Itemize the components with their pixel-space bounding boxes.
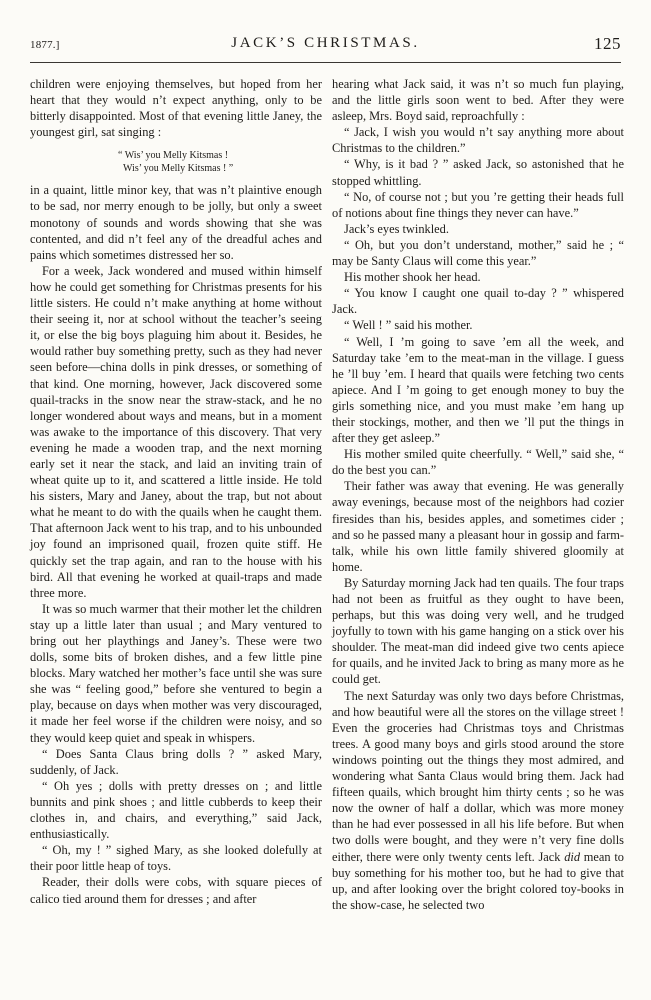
page-number: 125 [594,34,621,53]
paragraph: “ Jack, I wish you would n’t say anything more about Christmas to the children.” [332,125,624,156]
paragraph: “ No, of course not ; but you ’re getting their heads full of notions about fine things they never can have.” [332,189,624,220]
verse-line: “ Wis’ you Melly Kitsmas ! [118,150,229,162]
emphasis: did [564,849,581,864]
right-column [332,76,624,913]
header-year: 1877.] [30,39,60,51]
paragraph: Jack’s eyes twinkled. [344,221,449,236]
song-verse [30,149,322,175]
paragraph: in a quaint, little minor key, that was n’t plaintive enough to be sad, nor merry enough to be jolly, but only a sweet monotony of sounds and words showing that she was contented, and did n’t feel any of the dreadful aches and pains which sometimes distressed her so. [30,183,322,262]
paragraph: “ Oh yes ; dolls with pretty dresses on ; and little bunnits and pink shoes ; and little cubberds to keep their clothes in, and chairs, and everything,” said Jack, enthusiastically. [30,778,322,842]
text-run: mean to buy something for his mother too, but he had to give that up, and after looking over the bright colored toy-books in the show-case, he selected two [332,849,624,912]
paragraph: “ Well, I ’m going to save ’em all the week, and Saturday take ’em to the meat-man in the village. I guess he ’ll buy ’em. I heard that quails were fetching two cents apiece. And I ’m going to get enough money to buy the girls something nice, and you must make ’em hang up their stockings, mother, and then we ’ll put the things in after they get asleep.” [332,334,624,446]
text-run: The next Saturday was only two days before Christmas, and how beautiful were all the stores on the village street ! Even the groceries had Christmas toys and Christmas trees. A good many boys and girls stood around the store windows pointing out the things they most admired, and wondering what Santa Claus would bring them. Jack had fifteen quails, which brought him thirty cents ; so he was now the owner of half a dollar, which was more money than he had ever possessed in all his life before. But when two dolls were bought, and they were n’t very fine dolls either, there were only twenty cents left. Jack [332,688,624,864]
paragraph: His mother shook her head. [344,270,481,285]
paragraph: “ Oh, my ! ” sighed Mary, as she looked dolefully at their poor little heap of toys. [30,843,322,874]
header-rule [30,62,621,63]
header-title: JACK’S CHRISTMAS. [231,35,420,51]
paragraph: Reader, their dolls were cobs, with square pieces of calico tied around them for dresses ; and after [30,875,322,906]
left-column [30,76,322,907]
paragraph: Their father was away that evening. He was generally away evenings, because most of the neighbors had cozier firesides than his, besides apples, and sometimes cider ; and so he passed many a pleasant hour in gossip and farm-talk, while his own little family shivered gloomily at home. [332,479,624,574]
paragraph-continued: hearing what Jack said, it was n’t so much fun playing, and the little girls soon went to bed. After they were asleep, Mrs. Boyd said, reproachfully : [332,77,624,124]
paragraph: By Saturday morning Jack had ten quails. The four traps had not been as fruitful as they ought to have been, perhaps, but this was doing very well, and he trudged joyfully to town with his game hanging on a stick over his shoulder. The meat-man did indeed give two cents apiece for quails, and he invited Jack to bring as many more as he could get. [332,575,624,687]
paragraph: “ Well ! ” said his mother. [344,318,473,333]
running-header [30,34,621,56]
paragraph: “ You know I caught one quail to-day ? ” whispered Jack. [332,286,624,317]
verse-line: Wis’ you Melly Kitsmas ! ” [123,163,234,175]
paragraph-continued: children were enjoying themselves, but hoped from her heart that they would n’t expect anything, only to be bitterly disappointed. Most of that evening little Janey, the youngest girl, sat singing : [30,77,322,140]
paragraph [332,688,624,913]
paragraph: His mother smiled quite cheerfully. “ Well,” said she, “ do the best you can.” [332,447,624,478]
paragraph: It was so much warmer that their mother let the children stay up a little later than usual ; and Mary ventured to bring out her playthings and Janey’s. These were two dolls, some bits of broken dishes, and a few little pine blocks. Mary watched her mother’s face until she was sure she was “ feeling good,” before she ventured to begin a play, because on days when mother was very discouraged, it made her feel worse if the children were noisy, and so they would keep quiet and speak in whispers. [30,601,322,745]
paragraph: “ Does Santa Claus bring dolls ? ” asked Mary, suddenly, of Jack. [30,746,322,777]
paragraph: “ Oh, but you don’t understand, mother,” said he ; “ may be Santy Claus will come this year.” [332,237,624,269]
paragraph: For a week, Jack wondered and mused within himself how he could get something for Christmas presents for his little sisters. He could n’t make anything at home without their seeing it, nor at school without the teacher’s seeing it, or else the big boys plaguing him about it. Besides, he would rather buy something pretty, such as they had never seen before—china dolls in pink dresses, or something of that kind. One morning, however, Jack discovered some quail-tracks in the snow near the straw-stack, and he no longer wondered about ways and means, but in a moment was awake to the importance of this discovery. That very evening he made a wooden trap, and the next morning early set it near the stack, and laid an inviting train of wheat quite up to it, and scattered a little inside. He told his sisters, Mary and Janey, about the trap, but not about what he meant to do with the quails when he caught them. That afternoon Jack went to his trap, and to his unbounded joy found an imprisoned quail, frozen quite stiff. He quickly set the trap again, and ran to the house with his bird. All that evening he worked at quail-traps and made three more. [30,263,322,600]
paragraph: “ Why, is it bad ? ” asked Jack, so astonished that he stopped whittling. [332,157,624,188]
